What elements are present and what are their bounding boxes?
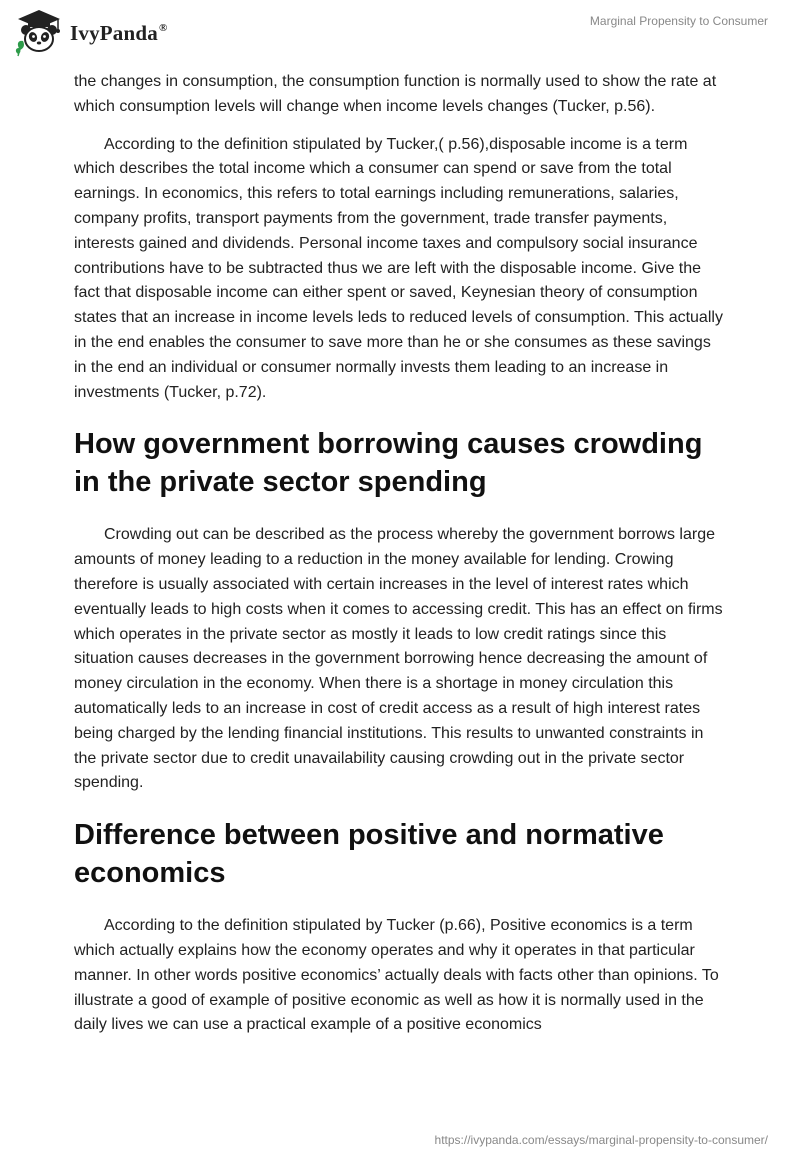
brand-name: IvyPanda®	[70, 20, 168, 45]
registered-mark: ®	[158, 21, 168, 34]
ivypanda-logo[interactable]	[14, 8, 167, 58]
heading-crowding: How government borrowing causes crowding in the private sector spending	[74, 428, 703, 499]
heading-positive-normative: Difference between positive and normative economics	[74, 819, 664, 890]
paragraph-crowding: Crowding out can be described as the process whereby the government borrows large amounts of money leading to a reduction in the money available for lending. Crowing therefore is usually associated with certain increases in the level of interest rates which eventually leads to high costs when it comes to accessing credit. This has an effect on firms which operates in the private sector as mostly it leads to low credit ratings since this situation causes decreases in the government borrowing hence decreasing the amount of money circulation in the economy. When there is a shortage in money circulation this automatically leds to an increase in cost of credit access as a result of high interest rates being charged by the lending financial institutions. This results to unwanted constraints in the private sector due to credit unavailability causing crowding out in the private sector spending.	[74, 526, 723, 792]
footer-url-link[interactable]: https://ivypanda.com/essays/marginal-propensity-to-consumer/	[434, 1133, 768, 1147]
paragraph-disposable-income: According to the definition stipulated by Tucker,( p.56),disposable income is a term which describes the total income which a consumer can spend or save from the total earnings. In economics, this refers to total earnings including remunerations, salaries, company profits, transport payments from the government, trade transfer payments, interests gained and dividends. Personal income taxes and compulsory social insurance contributions have to be subtracted thus we are left with the disposable income. Give the fact that disposable income can either spent or saved, Keynesian theory of consumption states that an increase in income levels leds to reduced levels of consumption. This actually in the end enables the consumer to save more than he or she consumes as these savings in the end an individual or consumer normally invests them leading to an increase in investments (Tucker, p.72).	[74, 135, 723, 401]
essay-content	[74, 70, 726, 1051]
intro-paragraph: the changes in consumption, the consumption function is normally used to show the rate at which consumption levels will change when income levels changes (Tucker, p.56).	[74, 73, 717, 115]
page-header	[0, 0, 800, 70]
panda-graduate-icon	[14, 8, 64, 58]
document-title: Marginal Propensity to Consumer	[589, 14, 768, 28]
paragraph-positive-normative: According to the definition stipulated by Tucker (p.66), Positive economics is a term which actually explains how the economy operates and why it operates in that particular manner. In other words positive economics’ actually deals with facts other than opinions. To illustrate a good of example of positive economic as well as how it is normally used in the daily lives we can use a practical example of a positive economics	[74, 917, 719, 1034]
